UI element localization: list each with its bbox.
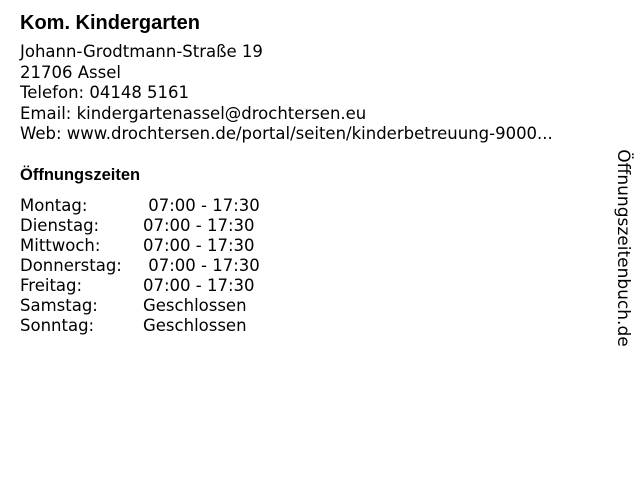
day-label: Samstag:: [20, 295, 98, 315]
day-label: Mittwoch:: [20, 235, 101, 255]
hours-row-saturday: [20, 296, 600, 316]
time-value: 07:00 - 17:30: [143, 215, 255, 235]
day-label: Montag:: [20, 195, 88, 215]
business-name: Kom. Kindergarten: [20, 12, 201, 34]
site-watermark: Öffnungszeitenbuch.de: [613, 149, 633, 347]
time-value: 07:00 - 17:30: [143, 275, 255, 295]
day-label: Dienstag:: [20, 215, 100, 235]
hours-row-wednesday: [20, 236, 600, 256]
day-label: Freitag:: [20, 275, 83, 295]
address-street: Johann-Grodtmann-Straße 19: [20, 42, 263, 61]
day-label: Sonntag:: [20, 315, 95, 335]
business-card: [20, 10, 600, 336]
hours-row-thursday: [20, 256, 600, 276]
hours-row-friday: [20, 276, 600, 296]
hours-row-monday: [20, 196, 600, 216]
time-value: 07:00 - 17:30: [143, 255, 260, 275]
time-value: Geschlossen: [143, 315, 247, 335]
time-value: 07:00 - 17:30: [143, 235, 255, 255]
email-address: Email: kindergartenassel@drochtersen.eu: [20, 103, 367, 123]
address-city: 21706 Assel: [20, 62, 121, 82]
website-link: Web: www.drochtersen.de/portal/seiten/kinderbetreuung-9000...: [20, 124, 553, 143]
day-label: Donnerstag:: [20, 255, 122, 275]
time-value: 07:00 - 17:30: [143, 195, 260, 215]
hours-row-sunday: [20, 316, 600, 336]
opening-hours-table: [20, 196, 600, 336]
hours-row-tuesday: [20, 216, 600, 236]
phone-number: Telefon: 04148 5161: [20, 83, 190, 102]
time-value: Geschlossen: [143, 295, 247, 315]
opening-hours-heading: Öffnungszeiten: [20, 165, 141, 184]
